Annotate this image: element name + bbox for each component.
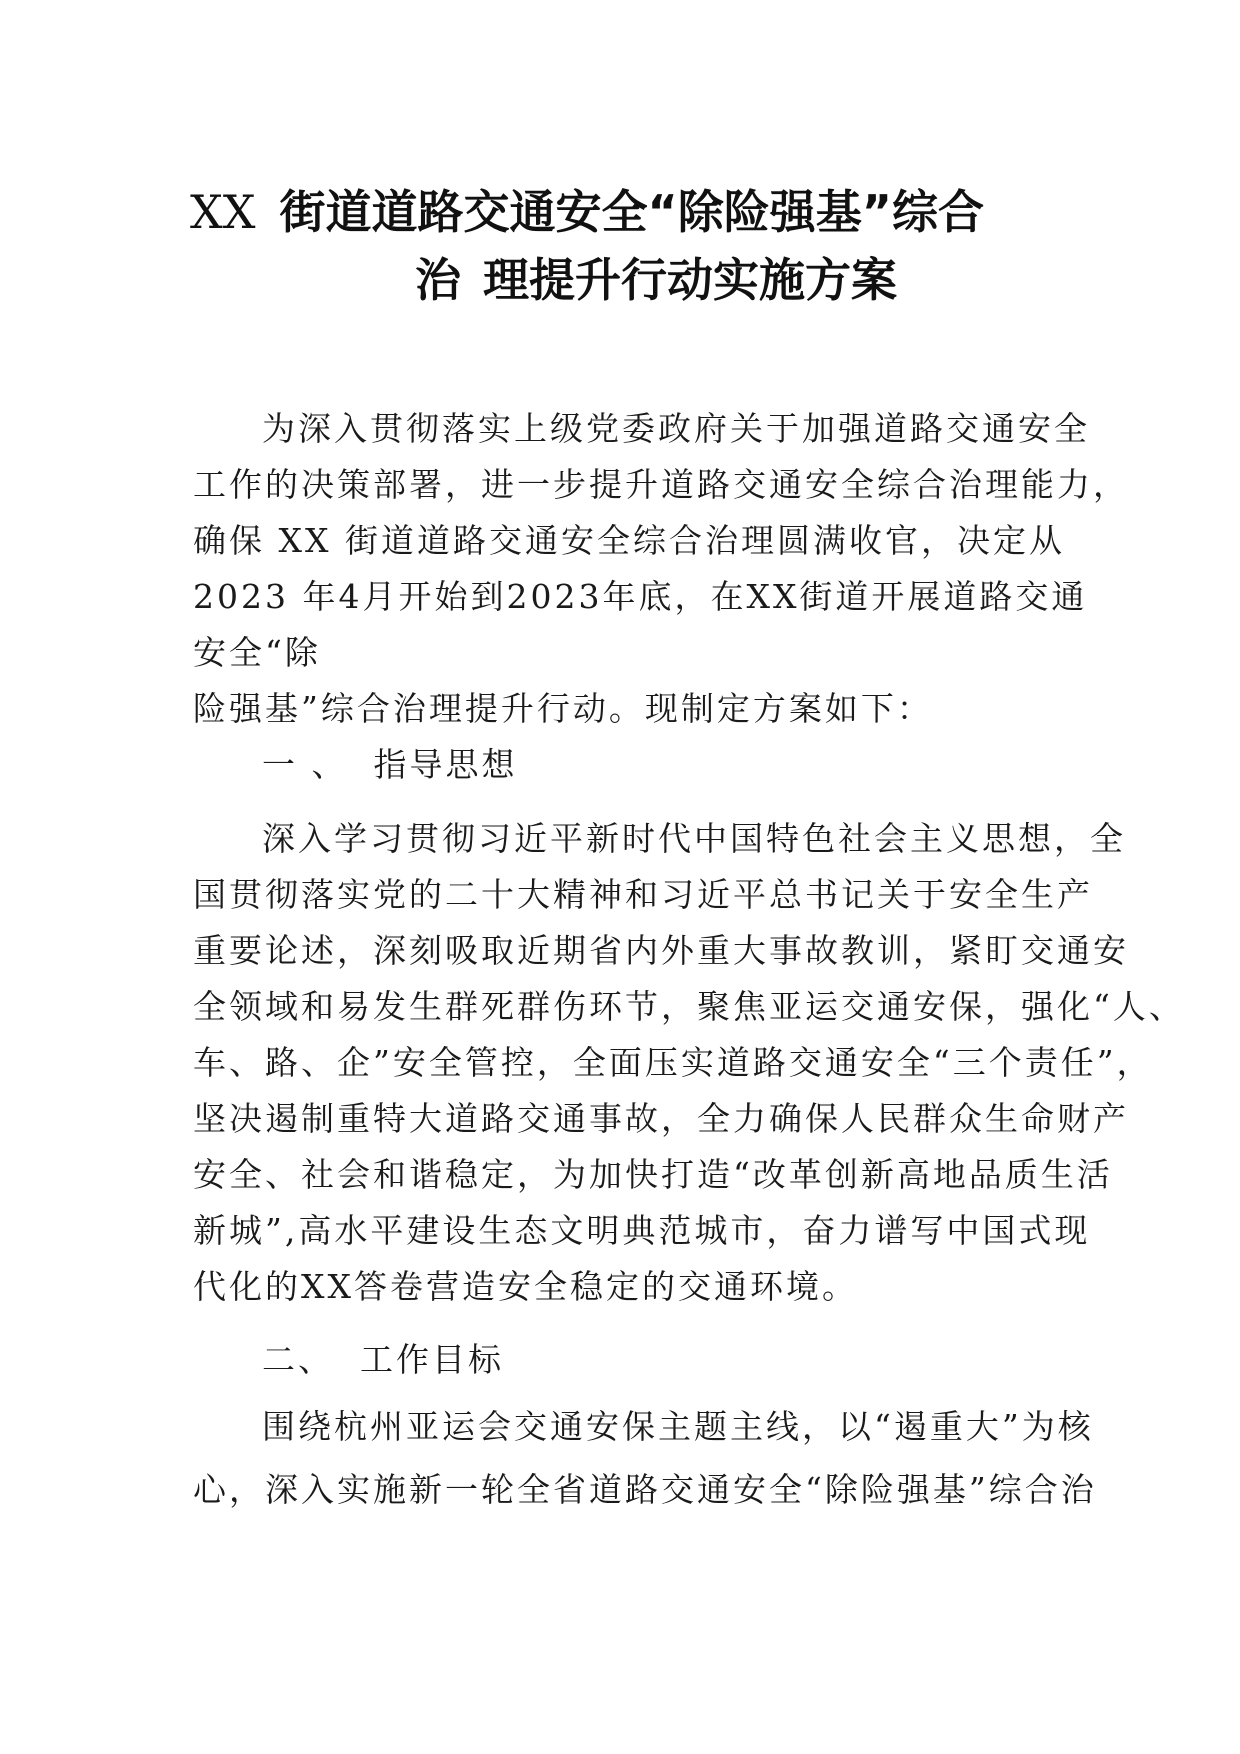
section1-line: 安全、社会和谐稳定，为加快打造“改革创新高地品质生活: [193, 1155, 1113, 1194]
section-number: 一 、: [262, 745, 348, 784]
title-text-2b: 理提升行动实施方案: [483, 253, 897, 307]
section1-line: 深入学习贯彻习近平新时代中国特色社会主义思想，全: [262, 819, 1126, 858]
title-text-2a: 治: [415, 253, 461, 307]
intro-line: 确保 XX 街道道路交通安全综合治理圆满收官，决定从: [193, 521, 1065, 560]
section1-line: 车、路、企”安全管控，全面压实道路交通安全“三个责任”，: [193, 1043, 1153, 1082]
section1-line: 全领域和易发生群死群伤环节，聚焦亚运交通安保，强化“人、: [193, 987, 1185, 1026]
section-title: 工作目标: [360, 1340, 504, 1379]
title-prefix: XX: [190, 185, 256, 239]
section-number: 二、: [262, 1340, 334, 1379]
section1-line: 新城”,高水平建设生态文明典范城市，奋力谱写中国式现: [193, 1211, 1091, 1250]
section2-line: 围绕杭州亚运会交通安保主题主线，以“遏重大”为核: [262, 1407, 1094, 1446]
document-title-line-2: [415, 250, 897, 310]
section1-line: 坚决遏制重特大道路交通事故，全力确保人民群众生命财产: [193, 1099, 1129, 1138]
section-heading-1: [262, 743, 518, 787]
document-title-line-1: [190, 182, 984, 242]
intro-line: 为深入贯彻落实上级党委政府关于加强道路交通安全: [262, 409, 1090, 448]
title-text-1: 街道道路交通安全“除险强基”综合: [279, 185, 984, 239]
section1-line: 重要论述，深刻吸取近期省内外重大事故教训，紧盯交通安: [193, 931, 1129, 970]
intro-line: 工作的决策部署，进一步提升道路交通安全综合治理能力，: [193, 465, 1129, 504]
section-title: 指导思想: [373, 745, 518, 784]
section1-line: 代化的XX答卷营造安全稳定的交通环境。: [193, 1267, 858, 1306]
intro-line: 2023 年4月开始到2023年底，在XX街道开展道路交通: [193, 577, 1088, 616]
section1-line: 国贯彻落实党的二十大精神和习近平总书记关于安全生产: [193, 875, 1093, 914]
section2-line: 心，深入实施新一轮全省道路交通安全“除险强基”综合治: [193, 1470, 1097, 1509]
section-heading-2: [262, 1338, 504, 1382]
intro-line: 安全“除: [193, 633, 321, 672]
intro-line: 险强基”综合治理提升行动。现制定方案如下：: [193, 689, 933, 728]
